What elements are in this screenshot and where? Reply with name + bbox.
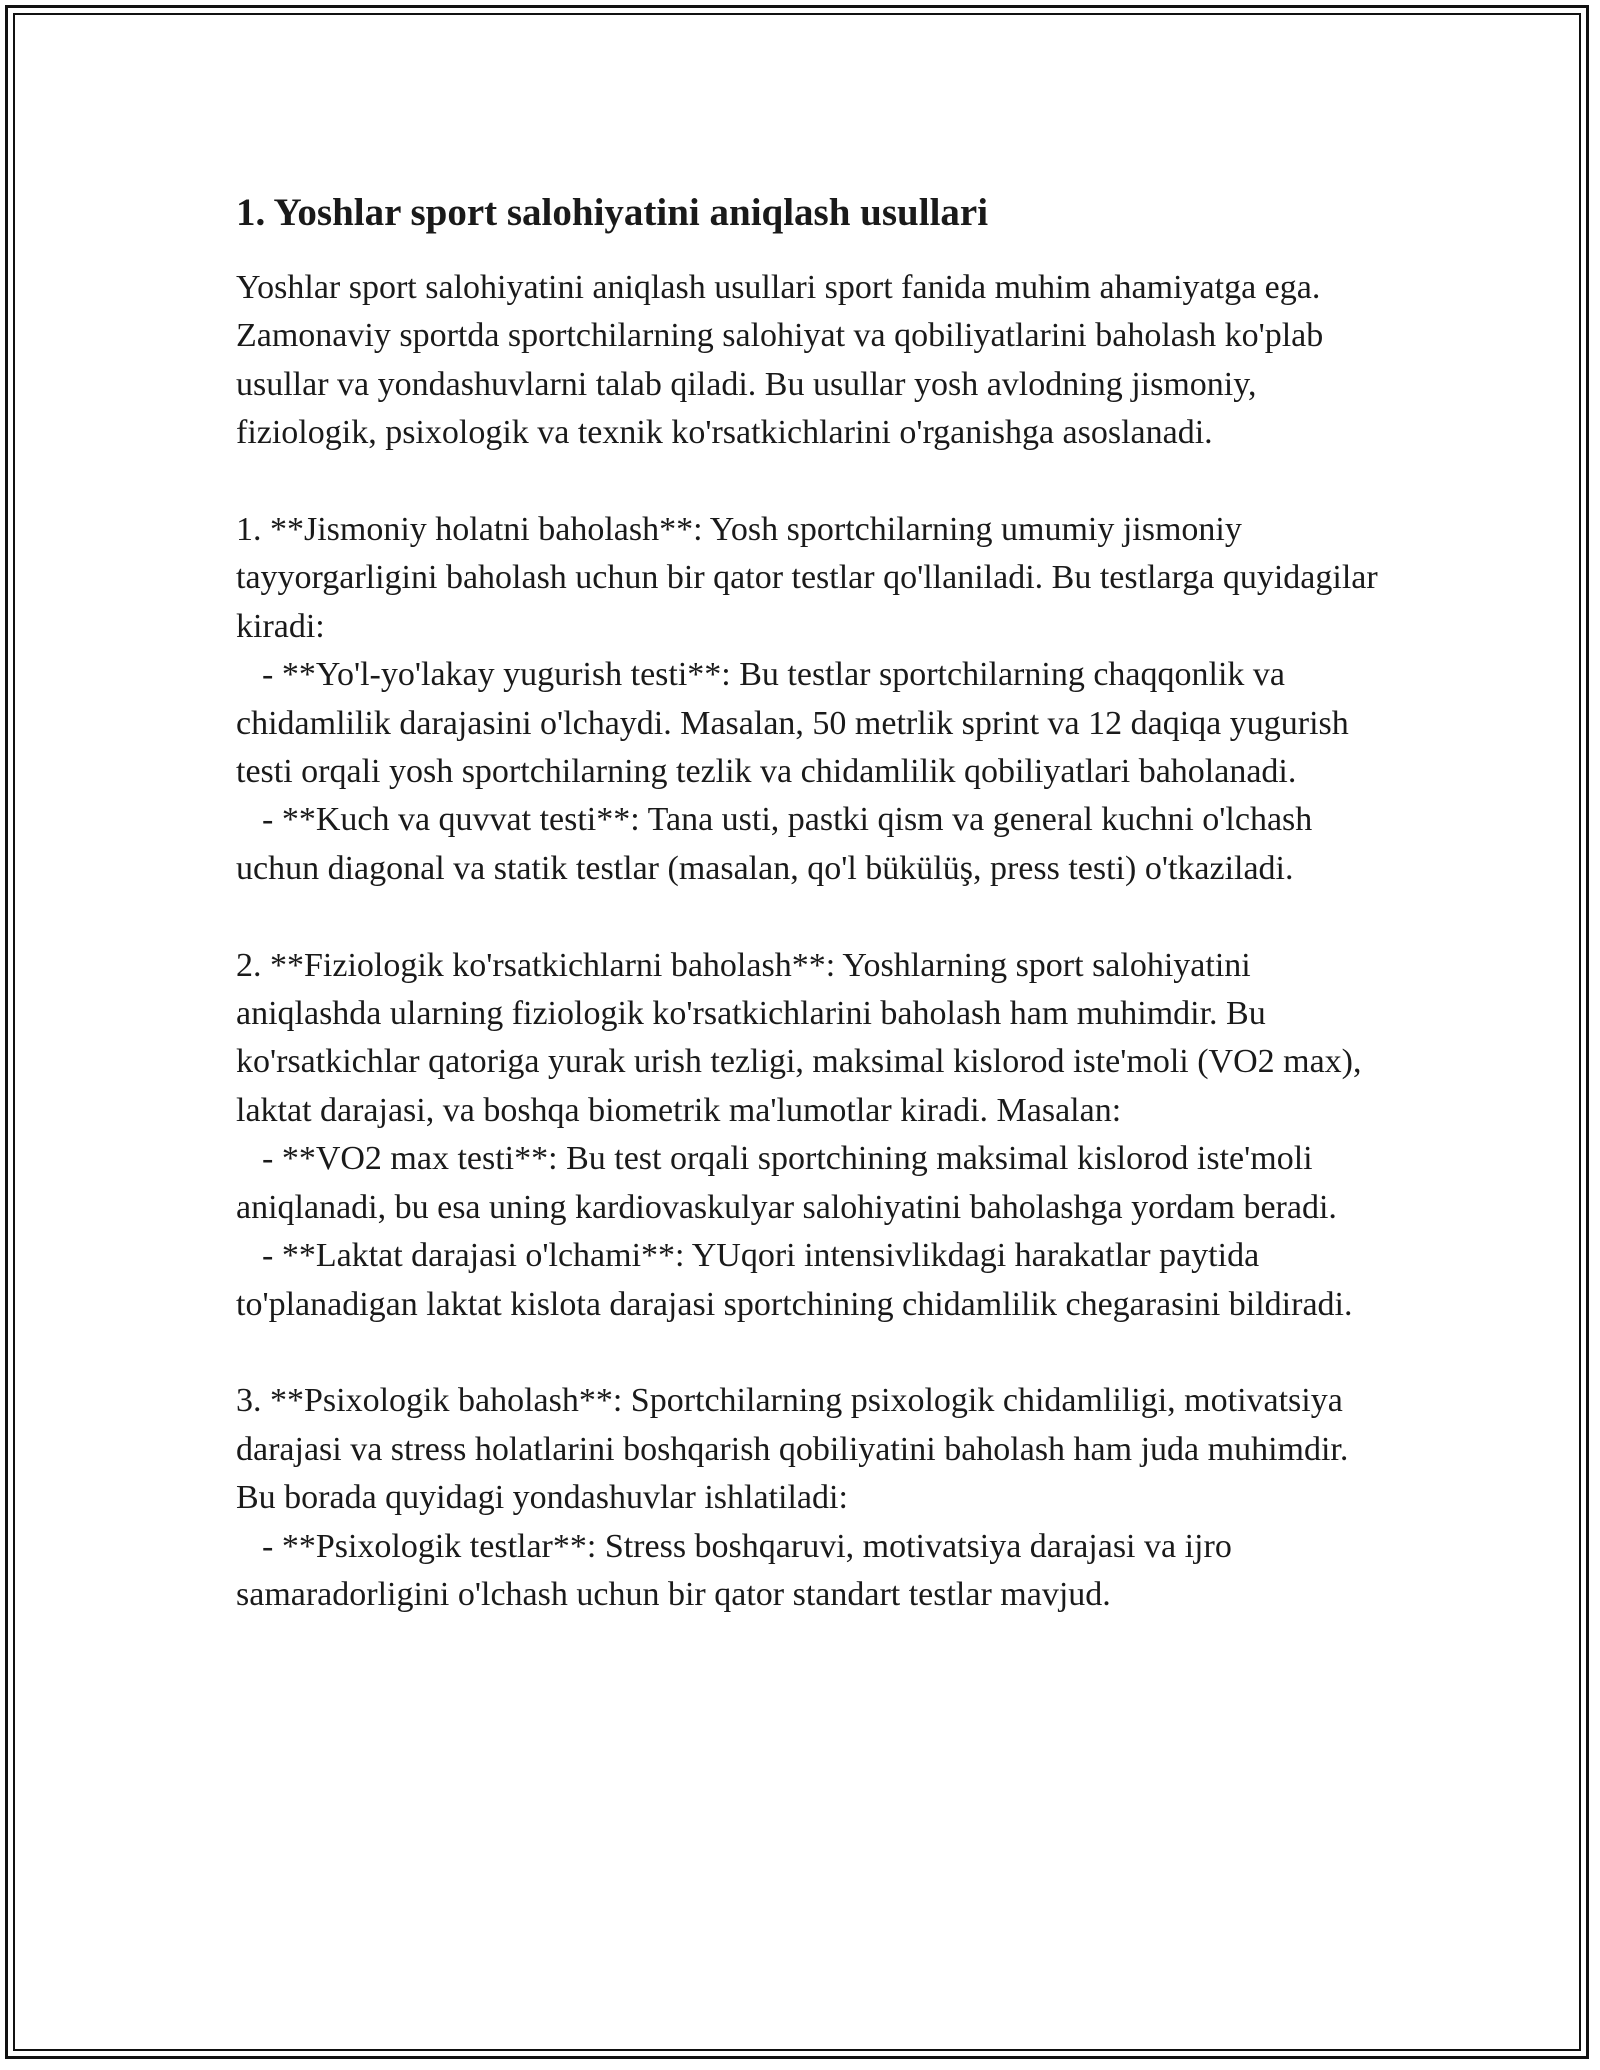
section-1-item-2-text: - **Kuch va quvvat testi**: Tana usti, pastki qism va general kuchni o'lchash uchun diagonal va statik testlar (masalan, qo'l bükülüş, press testi) o'tkaziladi. — [236, 801, 1313, 887]
section-1-item-1-text: - **Yo'l-yo'lakay yugurish testi**: Bu testlar sportchilarning chaqqonlik va chidamlilik darajasini o'lchaydi. Masalan, 50 metrlik sprint va 12 daqiqa yugurish testi orqali yosh sportchilarning tezlik va chidamlilik qobiliyatlari baholanadi. — [236, 656, 1349, 791]
section-2-item-1 — [236, 1135, 1386, 1232]
document-body — [236, 185, 1386, 1668]
section-1-item-2 — [236, 796, 1386, 893]
section-2-item-2-text: - **Laktat darajasi o'lchami**: YUqori intensivlikdagi harakatlar paytida to'planadigan laktat kislota darajasi sportchining chidamlilik chegarasini bildiradi. — [236, 1237, 1353, 1323]
section-2-lead: 2. **Fiziologik ko'rsatkichlarni baholash**: Yoshlarning sport salohiyatini aniqlashda ularning fiziologik ko'rsatkichlarini baholash ham muhimdir. Bu ko'rsatkichlar qatoriga yurak urish tezligi, maksimal kislorod iste'moli (VO2 max), laktat darajasi, va boshqa biometrik ma'lumotlar kiradi. Masalan: — [236, 946, 1362, 1129]
section-1-lead: 1. **Jismoniy holatni baholash**: Yosh sportchilarning umumiy jismoniy tayyorgarligini baholash uchun bir qator testlar qo'llaniladi. Bu testlarga quyidagilar kiradi: — [236, 511, 1378, 645]
intro-paragraph: Yoshlar sport salohiyatini aniqlash usullari sport fanida muhim ahamiyatga ega. Zamonaviy sportda sportchilarning salohiyat va qobiliyatlarini baholash ko'plab usullar va yondashuvlarni talab qiladi. Bu usullar yosh avlodning jismoniy, fiziologik, psixologik va texnik ko'rsatkichlarini o'rganishga asoslanadi. — [236, 269, 1324, 452]
section-3-item-1-text: - **Psixologik testlar**: Stress boshqaruvi, motivatsiya darajasi va ijro samaradorligini o'lchash uchun bir qator standart testlar mavjud. — [236, 1527, 1232, 1613]
section-3-item-1 — [236, 1523, 1386, 1620]
document-title: 1. Yoshlar sport salohiyatini aniqlash usullari — [236, 191, 989, 234]
section-2-item-2 — [236, 1232, 1386, 1329]
section-3-lead: 3. **Psixologik baholash**: Sportchilarning psixologik chidamliligi, motivatsiya darajasi va stress holatlarini boshqarish qobiliyatini baholash ham juda muhimdir. Bu borada quyidagi yondashuvlar ishlatiladi: — [236, 1382, 1349, 1517]
section-1 — [236, 506, 1386, 893]
section-3 — [236, 1377, 1386, 1619]
section-2-item-1-text: - **VO2 max testi**: Bu test orqali sportchining maksimal kislorod iste'moli aniqlanadi, bu esa uning kardiovaskulyar salohiyatini baholashga yordam beradi. — [236, 1140, 1337, 1226]
section-1-item-1 — [236, 651, 1386, 796]
section-2 — [236, 942, 1386, 1329]
